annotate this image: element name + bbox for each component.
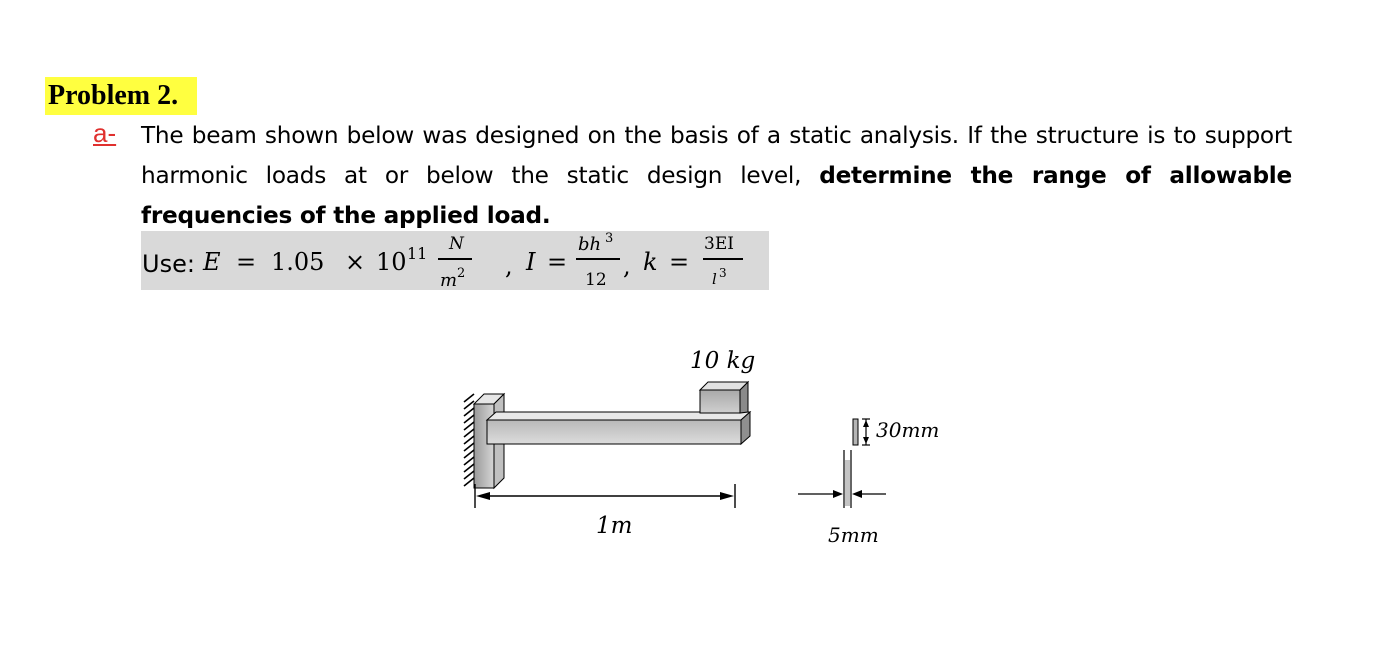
wall-hatching bbox=[464, 394, 474, 486]
use-label: Use: bbox=[142, 250, 195, 278]
times-sign: × bbox=[345, 248, 366, 276]
k-symbol: k bbox=[643, 248, 658, 276]
i-numerator: bh bbox=[578, 234, 602, 255]
section-width-indicator bbox=[798, 450, 886, 508]
mass-label: 10 kg bbox=[690, 348, 756, 374]
statement-text: The beam shown below was designed on the basis of a static analysis. If the structure is to support harmonic loads at or below the static design level, bbox=[141, 122, 1292, 189]
mass-block bbox=[700, 382, 748, 413]
k-equals: = bbox=[669, 248, 690, 276]
e-symbol: E bbox=[203, 248, 221, 276]
e-unit-numerator: N bbox=[449, 234, 464, 254]
i-symbol: I bbox=[526, 248, 536, 276]
k-denominator-exponent: 3 bbox=[719, 266, 727, 280]
e-value: 1.05 bbox=[271, 248, 325, 276]
part-marker: a- bbox=[93, 118, 117, 148]
length-label: 1m bbox=[596, 513, 633, 539]
i-numerator-exponent: 3 bbox=[605, 231, 614, 246]
e-base: 10 bbox=[376, 248, 407, 276]
i-denominator: 12 bbox=[585, 270, 607, 290]
separator-1: , bbox=[505, 252, 513, 280]
cantilever-beam bbox=[487, 412, 750, 444]
e-exponent: 11 bbox=[407, 244, 428, 263]
section-height-indicator bbox=[853, 419, 870, 445]
e-unit-denominator: m bbox=[440, 270, 458, 291]
e-equals: = bbox=[236, 248, 257, 276]
height-label: 30mm bbox=[876, 418, 940, 442]
e-unit-den-exponent: 2 bbox=[457, 266, 466, 281]
k-denominator: l bbox=[712, 270, 717, 288]
width-label: 5mm bbox=[828, 523, 879, 547]
i-equals: = bbox=[547, 248, 568, 276]
separator-2: , bbox=[623, 252, 631, 280]
problem-heading: Problem 2. bbox=[45, 77, 197, 115]
length-dimension bbox=[475, 484, 735, 508]
statement-bold-text: determine the range of allowable frequencies of the applied load. bbox=[141, 162, 1292, 229]
k-numerator: 3EI bbox=[704, 234, 734, 254]
